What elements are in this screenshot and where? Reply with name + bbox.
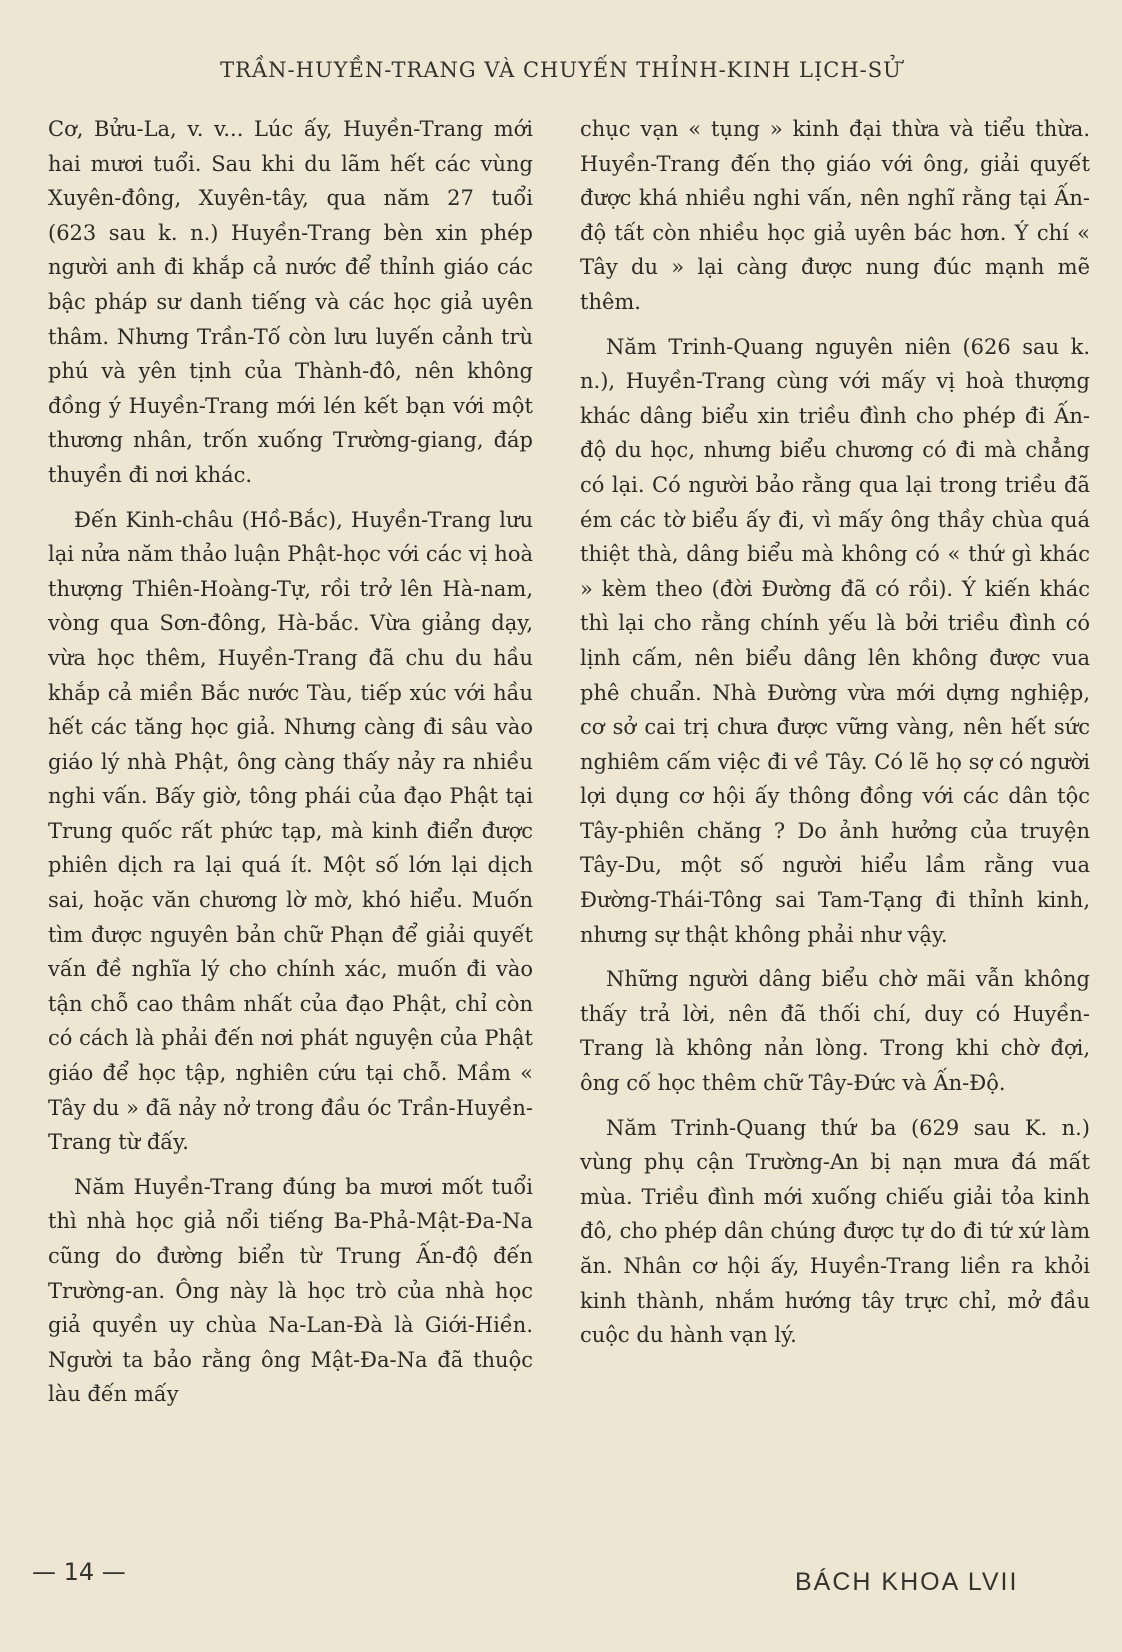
paragraph: Những người dâng biểu chờ mãi vẫn không thấy trả lời, nên đã thối chí, duy có Huyền-Trang là không nản lòng. Trong khi chờ đợi, ông cố học thêm chữ Tây-Đức và Ấn-Độ. — [580, 967, 1090, 1096]
publication-name: BÁCH KHOA LVII — [795, 1568, 1019, 1596]
page-number: — 14 — — [32, 1558, 126, 1586]
right-column — [580, 112, 1090, 1363]
paragraph: chục vạn « tụng » kinh đại thừa và tiểu thừa. Huyền-Trang đến thọ giáo với ông, giải quyết được khá nhiều nghi vấn, nên nghĩ rằng tại Ấn-độ tất còn nhiều học giả uyên bác hơn. Ý chí « Tây du » lại càng được nung đúc mạnh mẽ thêm. — [580, 117, 1090, 314]
left-column — [48, 112, 533, 1422]
running-header: TRẦN-HUYỀN-TRANG VÀ CHUYẾN THỈNH-KINH LỊCH-SỬ — [220, 58, 902, 82]
paragraph: Năm Huyền-Trang đúng ba mươi mốt tuổi thì nhà học giả nổi tiếng Ba-Phả-Mật-Đa-Na cũng do đường biển từ Trung Ấn-độ đến Trường-an. Ông này là học trò của nhà học giả quyền uy chùa Na-Lan-Đà là Giới-Hiền. Người ta bảo rằng ông Mật-Đa-Na đã thuộc làu đến mấy — [48, 1174, 533, 1407]
paragraph: Đến Kinh-châu (Hồ-Bắc), Huyền-Trang lưu lại nửa năm thảo luận Phật-học với các vị hoà thượng Thiên-Hoàng-Tự, rồi trở lên Hà-nam, vòng qua Sơn-đông, Hà-bắc. Vừa giảng dạy, vừa học thêm, Huyền-Trang đã chu du hầu khắp cả miền Bắc nước Tàu, tiếp xúc với hầu hết các tăng học giả. Nhưng càng đi sâu vào giáo lý nhà Phật, ông càng thấy nảy ra nhiều nghi vấn. Bấy giờ, tông phái của đạo Phật tại Trung quốc rất phức tạp, mà kinh điển được phiên dịch ra lại quá ít. Một số lớn lại dịch sai, hoặc văn chương lờ mờ, khó hiểu. Muốn tìm được nguyên bản chữ Phạn để giải quyết vấn đề nghĩa lý cho chính xác, muốn đi vào tận chỗ cao thâm nhất của đạo Phật, chỉ còn có cách là phải đến nơi phát nguyện của Phật giáo để học tập, nghiên cứu tại chỗ. Mầm « Tây du » đã nảy nở trong đầu óc Trần-Huyền-Trang từ đấy. — [48, 507, 533, 1155]
paragraph: Năm Trinh-Quang nguyên niên (626 sau k. n.), Huyền-Trang cùng với mấy vị hoà thượng khác dâng biểu xin triều đình cho phép đi Ấn-độ du học, nhưng biểu chương có đi mà chẳng có lại. Có người bảo rằng qua lại trong triều đã ém các tờ biểu ấy đi, vì mấy ông thầy chùa quá thiệt thà, dâng biểu mà không có « thứ gì khác » kèm theo (đời Đường đã có rồi). Ý kiến khác thì lại cho rằng chính yếu là bởi triều đình có lịnh cấm, nên biểu dâng lên không được vua phê chuẩn. Nhà Đường vừa mới dựng nghiệp, cơ sở cai trị chưa được vững vàng, nên hết sức nghiêm cấm việc đi về Tây. Có lẽ họ sợ có người lợi dụng cơ hội ấy thông đồng với các dân tộc Tây-phiên chăng ? Do ảnh hưởng của truyện Tây-Du, một số người hiểu lầm rằng vua Đường-Thái-Tông sai Tam-Tạng đi thỉnh kinh, nhưng sự thật không phải như vậy. — [580, 334, 1090, 947]
paragraph: Năm Trinh-Quang thứ ba (629 sau K. n.) vùng phụ cận Trường-An bị nạn mưa đá mất mùa. Triều đình mới xuống chiếu giải tỏa kinh đô, cho phép dân chúng được tự do đi tứ xứ làm ăn. Nhân cơ hội ấy, Huyền-Trang liền ra khỏi kinh thành, nhắm hướng tây trực chỉ, mở đầu cuộc du hành vạn lý. — [580, 1115, 1090, 1348]
paragraph: Cơ, Bửu-La, v. v... Lúc ấy, Huyền-Trang mới hai mươi tuổi. Sau khi du lãm hết các vùng Xuyên-đông, Xuyên-tây, qua năm 27 tuổi (623 sau k. n.) Huyền-Trang bèn xin phép người anh đi khắp cả nước để thỉnh giáo các bậc pháp sư danh tiếng và các học giả uyên thâm. Nhưng Trần-Tố còn lưu luyến cảnh trù phú và yên tịnh của Thành-đô, nên không đồng ý Huyền-Trang mới lén kết bạn với một thương nhân, trốn xuống Trường-giang, đáp thuyền đi nơi khác. — [48, 117, 533, 487]
